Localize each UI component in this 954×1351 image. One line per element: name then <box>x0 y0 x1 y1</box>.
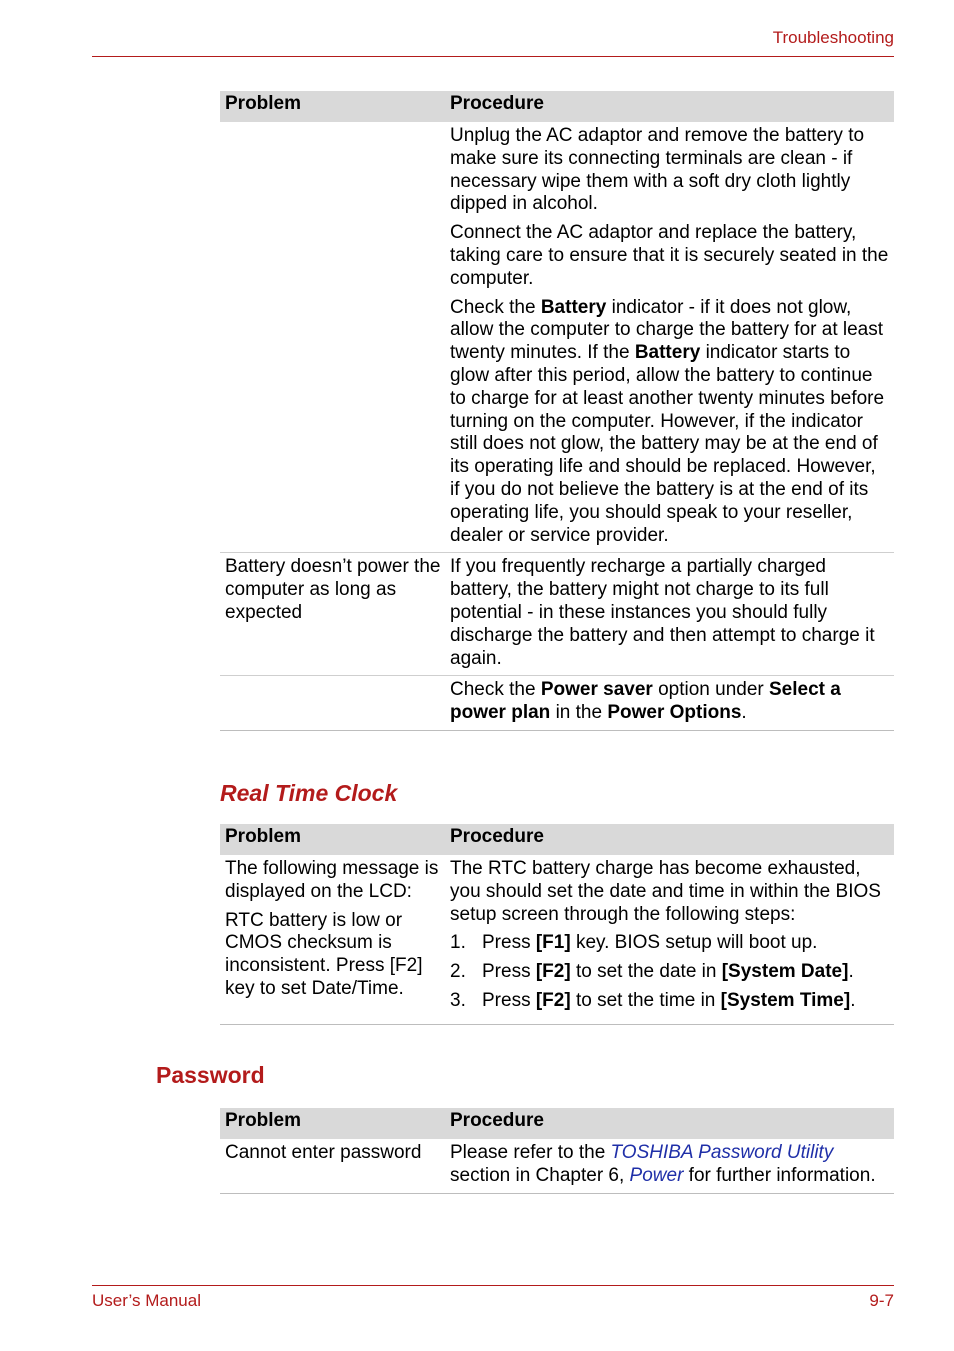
bold-term: Battery <box>540 296 607 318</box>
text-run: Press <box>482 932 536 954</box>
step-text <box>482 932 817 955</box>
text-run: Press <box>482 989 536 1011</box>
procedure-paragraph <box>450 297 890 548</box>
section-heading-real-time-clock: Real Time Clock <box>220 780 398 806</box>
footer-rule <box>92 1285 894 1286</box>
link-power-chapter[interactable]: Power <box>629 1164 684 1186</box>
table-header-row <box>220 91 894 122</box>
footer-manual-title: User’s Manual <box>92 1291 201 1310</box>
procedure-cell <box>445 676 894 731</box>
procedure-cell <box>445 855 894 1024</box>
table-header-row <box>220 1108 894 1139</box>
list-item <box>450 961 890 984</box>
column-header-procedure: Procedure <box>445 1108 894 1139</box>
header-rule <box>92 56 894 57</box>
column-header-procedure: Procedure <box>445 824 894 855</box>
text-run: . <box>741 702 747 724</box>
procedure-paragraph: Connect the AC adaptor and replace the battery, taking care to ensure that it is securely seated in the computer. <box>450 222 889 289</box>
problem-cell: Cannot enter password <box>220 1139 445 1193</box>
bold-term: Power saver <box>540 679 653 701</box>
list-item <box>450 932 890 955</box>
procedure-cell <box>445 1139 894 1193</box>
procedure-cell: If you frequently recharge a partially charged battery, the battery might not charge to its full potential - in these instances you should fully discharge the battery and then attempt to charge it again. <box>445 553 894 676</box>
column-header-procedure: Procedure <box>445 91 894 122</box>
link-toshiba-password-utility[interactable]: TOSHIBA Password Utility <box>610 1142 834 1163</box>
table-row <box>220 855 894 1024</box>
bold-term: Select a power plan <box>450 679 841 724</box>
procedure-paragraph: The RTC battery charge has become exhausted, you should set the date and time in within the BIOS setup screen through the following steps: <box>450 858 881 925</box>
running-header: Troubleshooting <box>772 28 894 47</box>
list-item <box>450 990 890 1013</box>
problem-cell <box>220 122 445 553</box>
password-troubleshooting-table <box>220 1108 894 1194</box>
text-run: Please refer to the <box>450 1142 611 1163</box>
bold-term: [System Time] <box>720 989 851 1011</box>
bold-term: Battery <box>634 342 701 364</box>
text-run: Press <box>482 961 536 983</box>
procedure-cell <box>445 122 894 553</box>
steps-list <box>450 932 890 1012</box>
table-row <box>220 553 894 676</box>
bold-term: Power Options <box>607 702 742 724</box>
bold-term: [F2] <box>535 961 571 983</box>
problem-cell <box>220 855 445 1024</box>
problem-paragraph: The following message is displayed on the LCD: <box>225 858 439 902</box>
step-text <box>482 990 855 1013</box>
text-run: to set the time in <box>570 989 721 1011</box>
table-row <box>220 1139 894 1193</box>
column-header-problem: Problem <box>220 91 445 122</box>
table-header-row <box>220 824 894 855</box>
bold-term: [F2] <box>535 989 571 1011</box>
step-number: 2. <box>450 961 466 983</box>
section-heading-password: Password <box>156 1062 265 1088</box>
step-number: 3. <box>450 989 466 1011</box>
text-run: . <box>850 989 856 1011</box>
bold-term: [System Date] <box>721 961 849 983</box>
text-run: Check the <box>450 296 541 318</box>
column-header-problem: Problem <box>220 824 445 855</box>
rtc-troubleshooting-table <box>220 824 894 1025</box>
problem-cell <box>220 676 445 731</box>
text-run: key. BIOS setup will boot up. <box>570 932 818 954</box>
text-run: to set the date in <box>570 961 722 983</box>
step-text <box>482 961 854 984</box>
text-run: indicator starts to glow after this period, allow the battery to continue to charge for at least another twenty minutes before turning on the computer. However, if the indicator still does not glow, the battery may be at the end of its operating life and should be replaced. However, if you do not believe the battery is at the end of its operating life, you should speak to your reseller, dealer or service provider. <box>450 342 885 546</box>
step-number: 1. <box>450 932 466 954</box>
problem-paragraph: RTC battery is low or CMOS checksum is inconsistent. Press [F2] key to set Date/Time. <box>225 909 423 999</box>
problem-cell: Battery doesn’t power the computer as long as expected <box>220 553 445 676</box>
bold-term: [F1] <box>535 932 571 954</box>
text-run: section in Chapter 6, <box>450 1164 630 1186</box>
text-run: in the <box>550 702 608 724</box>
table-row <box>220 676 894 731</box>
text-run: option under <box>652 679 769 701</box>
text-run: indicator - if it does not glow, allow the computer to charge the battery for at least twenty minutes. If the <box>450 296 884 364</box>
procedure-paragraph: Unplug the AC adaptor and remove the battery to make sure its connecting terminals are clean - if necessary wipe them with a soft dry cloth lightly dipped in alcohol. <box>450 125 865 215</box>
table-row <box>220 122 894 553</box>
battery-troubleshooting-table <box>220 91 894 731</box>
column-header-problem: Problem <box>220 1108 445 1139</box>
text-run: for further information. <box>683 1164 876 1186</box>
text-run: . <box>848 961 854 983</box>
text-run: Check the <box>450 679 541 701</box>
page-number: 9-7 <box>869 1291 894 1310</box>
